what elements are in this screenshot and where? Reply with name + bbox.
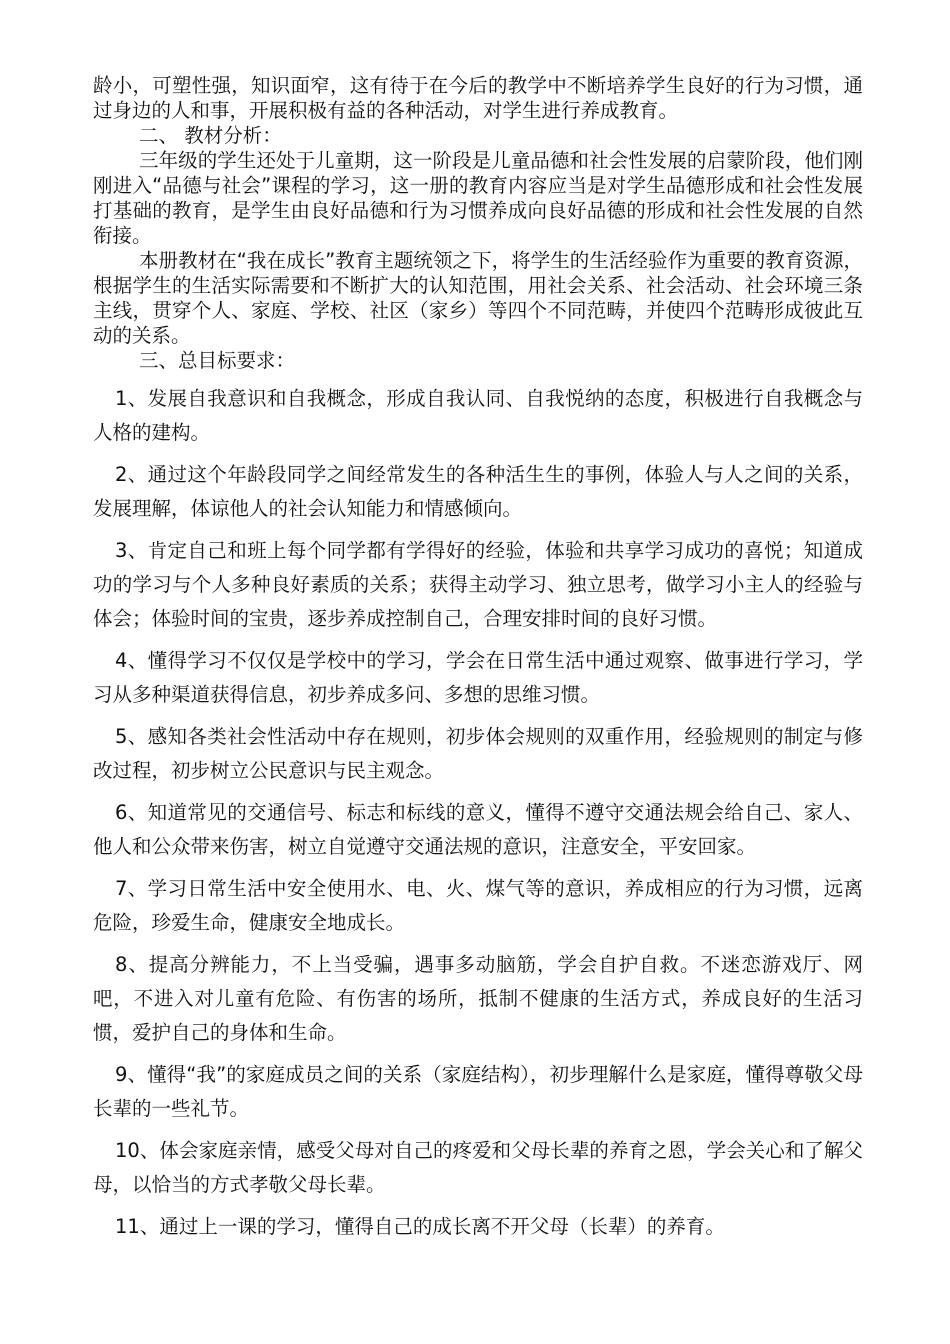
goals-list xyxy=(93,382,863,1252)
goal-item: 5、感知各类社会性活动中存在规则，初步体会规则的双重作用，经验规则的制定与修改过程，初步树立公民意识与民主观念。 xyxy=(93,725,863,782)
paragraph-textbook-structure: 本册教材在“我在成长”教育主题统领之下，将学生的生活经验作为重要的教育资源，根据学生的生活实际需要和不断扩大的认知范围，用社会关系、社会活动、社会环境三条主线，贯穿个人、家庭、学校、社区（家乡）等四个不同范畴，并使四个范畴形成彼此互动的关系。 xyxy=(93,249,863,347)
goal-item: 7、学习日常生活中安全使用水、电、火、煤气等的意识，养成相应的行为习惯，远离危险，珍爱生命，健康安全地成长。 xyxy=(93,877,863,934)
intro-section xyxy=(93,73,863,373)
heading-overall-goals: 三、总目标要求： xyxy=(139,349,296,372)
goal-item: 10、体会家庭亲情，感受父母对自己的疼爱和父母长辈的养育之恩，学会关心和了解父母，以恰当的方式孝敬父母长辈。 xyxy=(93,1139,863,1196)
paragraph-student-stage: 三年级的学生还处于儿童期，这一阶段是儿童品德和社会性发展的启蒙阶段，他们刚刚进入“品德与社会”课程的学习，这一册的教育内容应当是对学生品德形成和社会性发展打基础的教育，是学生由良好品德和行为习惯养成向良好品德的形成和社会性发展的自然衔接。 xyxy=(93,149,863,247)
paragraph-continuation: 龄小，可塑性强，知识面窄，这有待于在今后的教学中不断培养学生良好的行为习惯，通过身边的人和事，开展积极有益的各种活动，对学生进行养成教育。 xyxy=(93,74,863,122)
goal-item: 6、知道常见的交通信号、标志和标线的意义，懂得不遵守交通法规会给自己、家人、他人和公众带来伤害，树立自觉遵守交通法规的意识，注意安全，平安回家。 xyxy=(93,801,863,858)
goal-item: 9、懂得“我”的家庭成员之间的关系（家庭结构），初步理解什么是家庭，懂得尊敬父母长辈的一些礼节。 xyxy=(93,1063,863,1120)
heading-textbook-analysis: 二、 教材分析： xyxy=(139,124,282,147)
goal-item: 3、肯定自己和班上每个同学都有学得好的经验，体验和共享学习成功的喜悦；知道成功的学习与个人多种良好素质的关系；获得主动学习、独立思考，做学习小主人的经验与体会；体验时间的宝贵，逐步养成控制自己，合理安排时间的良好习惯。 xyxy=(93,539,863,630)
goal-item: 11、通过上一课的学习，懂得自己的成长离不开父母（长辈）的养育。 xyxy=(115,1215,725,1238)
goal-item: 4、懂得学习不仅仅是学校中的学习，学会在日常生活中通过观察、做事进行学习，学习从多种渠道获得信息，初步养成多问、多想的思维习惯。 xyxy=(93,649,863,706)
goal-item: 1、发展自我意识和自我概念，形成自我认同、自我悦纳的态度，积极进行自我概念与人格的建构。 xyxy=(93,387,863,444)
goal-item: 2、通过这个年龄段同学之间经常发生的各种活生生的事例，体验人与人之间的关系，发展理解，体谅他人的社会认知能力和情感倾向。 xyxy=(93,463,863,520)
goal-item: 8、提高分辨能力，不上当受骗，遇事多动脑筋，学会自护自救。不迷恋游戏厅、网吧，不进入对儿童有危险、有伤害的场所，抵制不健康的生活方式，养成良好的生活习惯，爱护自己的身体和生命。 xyxy=(93,953,863,1044)
